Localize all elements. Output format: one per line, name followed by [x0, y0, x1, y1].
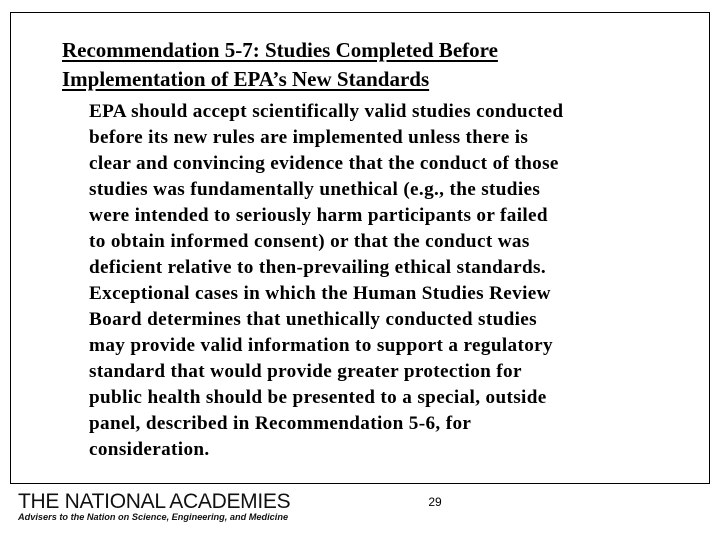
national-academies-logo: [18, 490, 291, 529]
logo-title: THE NATIONAL ACADEMIES: [18, 490, 291, 513]
body-line: public health should be presented to a special, outside: [89, 387, 547, 408]
body-line: studies was fundamentally unethical (e.g., the studies: [89, 179, 541, 200]
body-line: Board determines that unethically conducted studies: [89, 309, 537, 330]
body-line: clear and convincing evidence that the conduct of those: [89, 153, 559, 174]
slide-title: [62, 36, 682, 94]
body-line: Exceptional cases in which the Human Studies Review: [89, 283, 551, 304]
body-line: may provide valid information to support a regulatory: [89, 335, 553, 356]
body-line: panel, described in Recommendation 5-6, for: [89, 413, 472, 434]
body-line: EPA should accept scientifically valid studies conducted: [89, 101, 564, 122]
body-line: to obtain informed consent) or that the conduct was: [89, 231, 530, 252]
title-line: Recommendation 5-7: Studies Completed Before: [62, 38, 498, 62]
body-line: before its new rules are implemented unless there is: [89, 127, 529, 148]
body-line: deficient relative to then-prevailing ethical standards.: [89, 257, 546, 278]
body-line: consideration.: [89, 439, 210, 460]
recommendation-body: [89, 99, 699, 463]
title-line: Implementation of EPA’s New Standards: [62, 67, 430, 91]
logo-tagline: Advisers to the Nation on Science, Engineering, and Medicine: [18, 512, 289, 522]
page-number: 29: [428, 495, 442, 509]
body-line: were intended to seriously harm participants or failed: [89, 205, 548, 226]
body-line: standard that would provide greater protection for: [89, 361, 522, 382]
